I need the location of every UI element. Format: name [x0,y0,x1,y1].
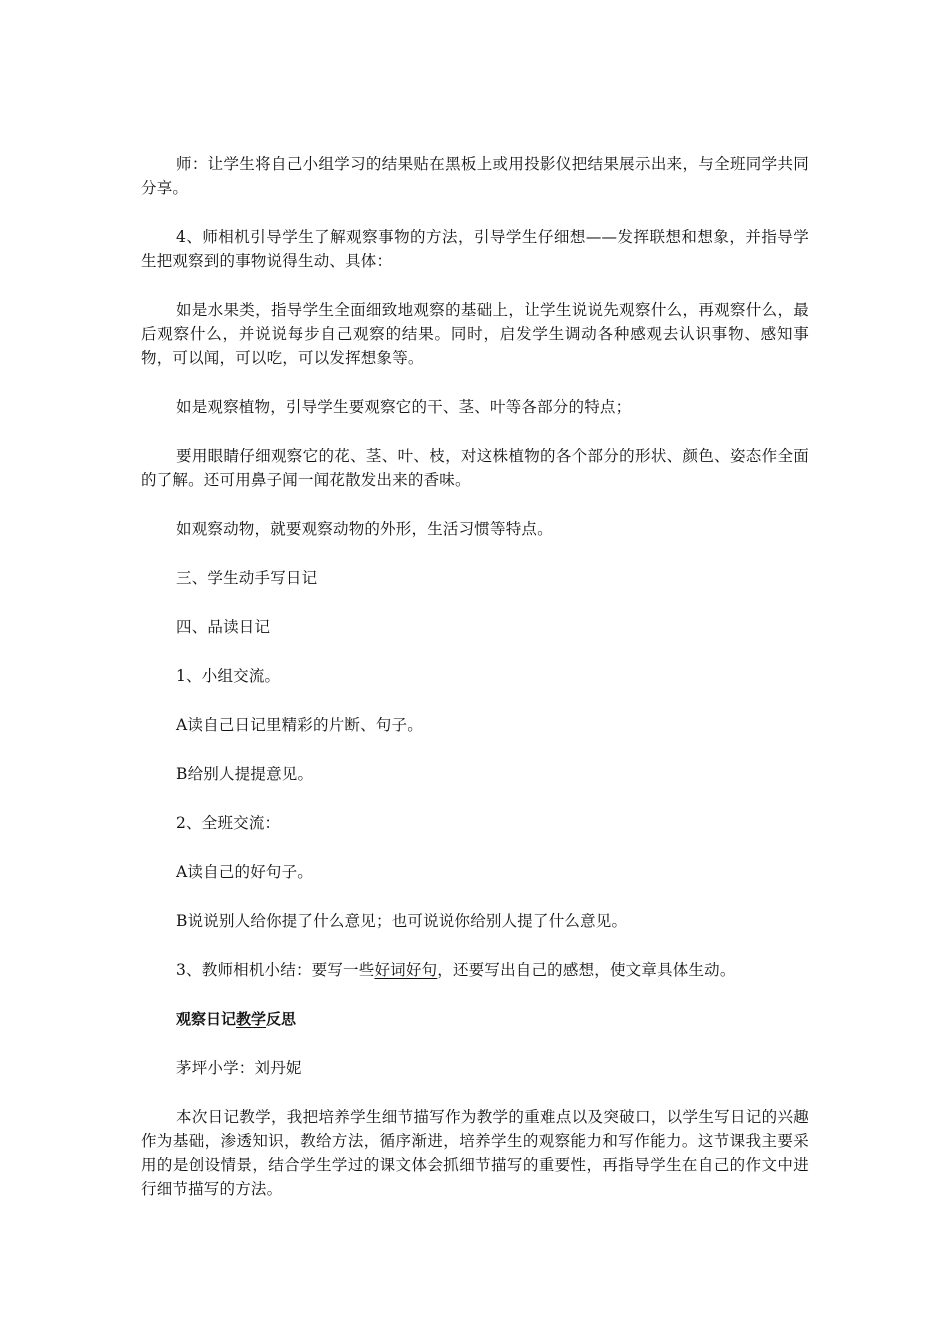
list-item-give-advice: B给别人提提意见。 [176,765,314,783]
section-read-diary: 四、品读日记 [176,618,271,636]
paragraph-fruit: 如是水果类，指导学生全面细致地观察的基础上，让学生说说先观察什么，再观察什么，最后观察什么，并说说每步自己观察的结果。同时，启发学生调动各种感观去认识事物、感知事物，可以闻，可以吃，可以发挥想象等。 [141,301,809,367]
paragraph-observation-method: 4、师相机引导学生了解观察事物的方法，引导学生仔细想——发挥联想和想象，并指导学生把观察到的事物说得生动、具体： [141,228,809,270]
author-line: 茅坪小学：刘丹妮 [176,1059,302,1077]
summary-text-before: 3、教师相机小结：要写一些 [176,961,375,979]
section-write-diary: 三、学生动手写日记 [176,569,318,587]
good-words-link[interactable]: 好词好句 [374,961,438,979]
heading-text-after: 反思 [266,1010,297,1028]
reflection-heading [141,1007,809,1031]
heading-text-before: 观察日记 [176,1010,237,1028]
paragraph-plant: 如是观察植物，引导学生要观察它的干、茎、叶等各部分的特点； [176,398,632,416]
list-item-read-sentences: A读自己的好句子。 [176,863,313,881]
teaching-link[interactable]: 教学 [236,1010,267,1028]
paragraph-reflection: 本次日记教学，我把培养学生细节描写作为教学的重难点以及突破口，以学生写日记的兴趣作为基础，渗透知识，教给方法，循序渐进，培养学生的观察能力和写作能力。这节课我主要采用的是创设情景，结合学生学过的课文体会抓细节描写的重要性，再指导学生在自己的作文中进行细节描写的方法。 [141,1108,809,1198]
list-item-class-exchange: 2、全班交流： [176,814,281,832]
paragraph-plant-detail: 要用眼睛仔细观察它的花、茎、叶、枝，对这株植物的各个部分的形状、颜色、姿态作全面的了解。还可用鼻子闻一闻花散发出来的香味。 [141,447,809,489]
summary-text-after: ，还要写出自己的感想，使文章具体生动。 [437,961,736,979]
paragraph-animal: 如观察动物，就要观察动物的外形，生活习惯等特点。 [176,520,553,538]
paragraph-teacher-summary [141,958,809,982]
list-item-read-fragments: A读自己日记里精彩的片断、句子。 [176,716,423,734]
document-body [141,152,809,1226]
list-item-discuss-advice: B说说别人给你提了什么意见；也可说说你给别人提了什么意见。 [176,912,628,930]
list-item-group-exchange: 1、小组交流。 [176,667,281,685]
paragraph-teacher-share: 师：让学生将自己小组学习的结果贴在黑板上或用投影仪把结果展示出来，与全班同学共同分享。 [141,155,809,197]
